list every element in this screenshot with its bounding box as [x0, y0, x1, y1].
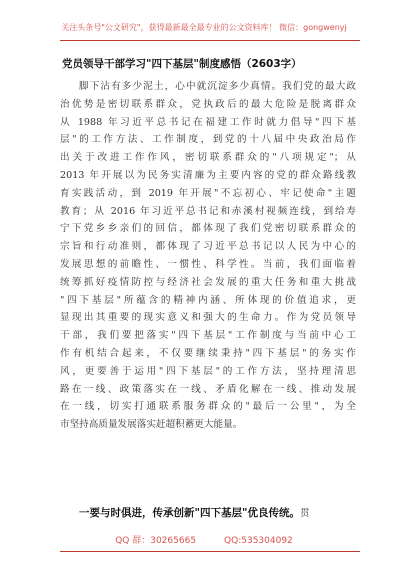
- document-title: 党员领导干部学习"四下基层"制度感悟（2603字）: [62, 58, 302, 70]
- body-line: 显现出其重要的现实意义和强大的生命力。作为党员领导: [60, 312, 356, 324]
- body-line: 统筹抓好疫情防控与经济社会发展的重大任务和重大挑战: [60, 276, 356, 288]
- footer-divider: [60, 551, 360, 552]
- body-line: 市坚持高质量发展落实赶超积蓄更大能量。: [60, 419, 243, 431]
- footer-contacts: [0, 533, 408, 546]
- body-line: 出关于改进工作作风，密切联系群众的"八项规定"；从: [60, 152, 356, 164]
- body-line: "四下基层"所蕴含的精神内涵、所体现的价值追求，更: [60, 294, 356, 306]
- section-heading-tail: 贯: [299, 508, 310, 519]
- body-line: 宁下党乡乡亲们的回信，都体现了我们党密切联系群众的: [60, 223, 356, 235]
- section-heading-line: [79, 505, 357, 520]
- body-line: 治优势是密切联系群众，党执政后的最大危险是脱离群众: [60, 98, 356, 110]
- footer-qq-group: QQ 群：30265665: [115, 536, 197, 546]
- body-line: 从 1988 年习近平总书记在福建工作时就力倡导"四下基: [60, 116, 356, 128]
- section-heading: 一要与时俱进，传承创新"四下基层"优良传统。: [79, 507, 300, 519]
- header-divider: [60, 40, 360, 41]
- body-line: 发展思想的前瞻性、一惯性、科学性。当前，我们面临着: [60, 258, 356, 270]
- body-line: 在一线，切实打通联系服务群众的"最后一公里"，为全: [60, 401, 356, 413]
- body-line: 脚下沾有多少泥土，心中就沉淀多少真情。我们党的最大政: [79, 81, 356, 92]
- document-body: [60, 78, 356, 434]
- body-line: 育实践活动，到 2019 年开展"不忘初心、牢记使命"主题: [60, 187, 356, 199]
- body-line: 宗旨和行动准则，都体现了习近平总书记以人民为中心的: [60, 241, 356, 253]
- body-line: 教育；从 2016 年习近平总书记和赤溪村视频连线，到给寿: [60, 205, 356, 217]
- body-line: 作有机结合起来，不仅要继续秉持"四下基层"的务实作: [60, 347, 356, 359]
- body-line: 干部，我们要把落实"四下基层"工作制度与当前中心工: [60, 330, 356, 342]
- footer-qq: QQ:535304092: [224, 536, 293, 546]
- body-line: 路在一线、政策落实在一线、矛盾化解在一线、推动发展: [60, 383, 356, 395]
- body-line: 层"的工作方法、工作制度，到党的十八届中央政治局作: [60, 134, 356, 146]
- body-line: 2013 年开展以为民务实清廉为主要内容的党的群众路线教: [60, 169, 356, 181]
- header-banner: 关注头条号"公文研究"，获得最新最全最专业的公文资料库！ 微信：gongwenyj: [61, 23, 347, 32]
- body-line: 风，更要善于运用"四下基层"的工作方法，坚持理清思: [60, 365, 356, 377]
